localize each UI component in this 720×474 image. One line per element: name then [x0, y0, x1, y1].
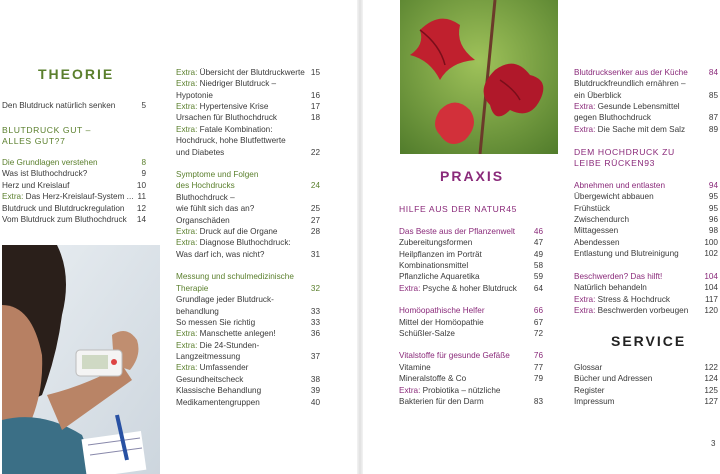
- toc-entry[interactable]: [2, 180, 146, 191]
- toc-entry[interactable]: [176, 226, 320, 237]
- toc-entry-text: Bücher und Adressen: [574, 374, 653, 383]
- toc-entry[interactable]: [2, 168, 146, 179]
- toc-page-number: 104: [704, 272, 718, 281]
- toc-entry-text: Symptome und Folgen: [176, 170, 259, 179]
- toc-entry[interactable]: [176, 169, 320, 180]
- toc-entry-text: des Hochdrucks: [176, 181, 235, 190]
- toc-entry[interactable]: [399, 260, 543, 271]
- toc-entry[interactable]: [574, 157, 718, 169]
- toc-entry[interactable]: [399, 396, 543, 407]
- toc-entry-text: Heilpflanzen im Porträt: [399, 250, 482, 259]
- toc-page-number: 93: [644, 158, 656, 168]
- toc-page-number: 72: [533, 329, 543, 338]
- toc-page-number: 37: [310, 352, 320, 361]
- toc-column-2: [176, 0, 320, 474]
- toc-entry-text: Das Beste aus der Pflanzenwelt: [399, 227, 516, 236]
- toc-entry-text: Beschwerden? Das hilft!: [574, 272, 663, 281]
- toc-entry-text: So messen Sie richtig: [176, 318, 256, 327]
- toc-page-number: 95: [708, 192, 718, 201]
- toc-page-number: 58: [533, 261, 543, 270]
- theorie-title: THEORIE: [38, 66, 115, 82]
- toc-entry-text: Umfassender: [197, 363, 249, 372]
- toc-entry-text: Beschwerden vorbeugen: [595, 306, 689, 315]
- toc-entry[interactable]: [574, 237, 718, 248]
- extra-label: Extra:: [574, 102, 596, 111]
- toc-page-number: 83: [533, 397, 543, 406]
- toc-entry[interactable]: [2, 157, 146, 168]
- toc-entry[interactable]: [574, 396, 718, 407]
- toc-page-number: 67: [533, 318, 543, 327]
- extra-label: Extra:: [176, 227, 198, 236]
- toc-entry[interactable]: [176, 328, 320, 339]
- toc-page-number: 38: [310, 375, 320, 384]
- toc-entry-text: Vitamine: [399, 363, 431, 372]
- toc-entry[interactable]: [2, 100, 146, 111]
- toc-page-number: 11: [137, 192, 146, 201]
- toc-entry-text: Organschäden: [176, 216, 230, 225]
- toc-entry-text: HILFE AUS DER NATUR: [399, 204, 507, 214]
- toc-entry-text: Grundlage jeder Blutdruck-: [176, 295, 274, 304]
- toc-page-number: 12: [136, 204, 146, 213]
- extra-label: Extra:: [176, 363, 198, 372]
- toc-entry-text: Natürlich behandeln: [574, 283, 647, 292]
- toc-entry-text: Das Herz-Kreislauf-System ...: [23, 192, 134, 201]
- toc-entry-text: Hypertensive Krise: [197, 102, 269, 111]
- toc-page-number: 102: [704, 249, 718, 258]
- toc-entry-text: Was ist Bluthochdruck?: [2, 169, 88, 178]
- toc-entry-text: Mittel der Homöopathie: [399, 318, 484, 327]
- toc-entry[interactable]: [176, 67, 320, 78]
- toc-entry-text: Mineralstoffe & Co: [399, 374, 467, 383]
- toc-entry[interactable]: [176, 90, 320, 101]
- toc-entry-text: Mittagessen: [574, 226, 619, 235]
- toc-page-number: 59: [533, 272, 543, 281]
- toc-page-number: 76: [533, 351, 543, 360]
- toc-entry-text: BLUTDRUCK GUT –: [2, 125, 92, 135]
- toc-entry[interactable]: [176, 112, 320, 123]
- toc-entry[interactable]: [176, 237, 320, 248]
- toc-entry-text: Therapie: [176, 284, 209, 293]
- toc-entry-text: Hypotonie: [176, 91, 213, 100]
- toc-entry-text: Hochdruck, hohe Blutfettwerte: [176, 136, 286, 145]
- toc-entry[interactable]: [574, 225, 718, 236]
- toc-entry[interactable]: [574, 271, 718, 282]
- toc-entry-text: Bakterien für den Darm: [399, 397, 484, 406]
- toc-page-number: 89: [708, 125, 718, 134]
- extra-label: Extra:: [176, 79, 198, 88]
- blood-pressure-photo: [2, 245, 160, 474]
- toc-entry-text: LEIBE RÜCKEN: [574, 158, 645, 168]
- toc-entry-text: Manschette anlegen!: [197, 329, 276, 338]
- toc-entry[interactable]: [176, 101, 320, 112]
- toc-entry[interactable]: [176, 340, 320, 351]
- extra-label: Extra:: [176, 125, 198, 134]
- extra-label: Extra:: [574, 125, 596, 134]
- toc-page-number: 77: [533, 363, 543, 372]
- toc-page-number: 15: [310, 68, 320, 77]
- toc-page-number: 79: [533, 374, 543, 383]
- toc-entry[interactable]: [176, 306, 320, 317]
- toc-page-number: 33: [310, 307, 320, 316]
- toc-entry[interactable]: [574, 362, 718, 373]
- toc-entry-text: ALLES GUT?: [2, 136, 61, 146]
- toc-entry-text: Was darf ich, was nicht?: [176, 250, 265, 259]
- toc-entry-text: Zubereitungsformen: [399, 238, 473, 247]
- toc-entry-text: Entlastung und Blutreinigung: [574, 249, 679, 258]
- toc-entry-text: Vom Blutdruck zum Bluthochdruck: [2, 215, 127, 224]
- toc-entry-text: Gesunde Lebensmittel: [595, 102, 680, 111]
- toc-page-number: 36: [310, 329, 320, 338]
- page-number: 3: [711, 439, 716, 448]
- toc-entry[interactable]: [176, 249, 320, 260]
- toc-page-number: 28: [310, 227, 320, 236]
- toc-entry-text: Homöopathische Helfer: [399, 306, 485, 315]
- toc-page-number: 85: [708, 91, 718, 100]
- toc-entry[interactable]: [176, 192, 320, 203]
- toc-page-number: 40: [310, 398, 320, 407]
- toc-entry-text: Niedriger Blutdruck –: [197, 79, 277, 88]
- toc-page-number: 122: [704, 363, 718, 372]
- toc-page-number: 22: [310, 148, 320, 157]
- toc-entry-text: Blutdruck und Blutdruckregulation: [2, 204, 125, 213]
- toc-entry[interactable]: [574, 282, 718, 293]
- toc-entry[interactable]: [399, 226, 543, 237]
- toc-entry[interactable]: [574, 124, 718, 135]
- extra-label: Extra:: [176, 238, 198, 247]
- toc-entry-text: Diagnose Bluthochdruck:: [197, 238, 291, 247]
- toc-entry[interactable]: [574, 191, 718, 202]
- toc-entry[interactable]: [176, 135, 320, 146]
- toc-entry-text: DEM HOCHDRUCK ZU: [574, 147, 675, 157]
- toc-entry[interactable]: [176, 283, 320, 294]
- toc-page-number: 7: [60, 136, 66, 146]
- toc-entry[interactable]: [574, 214, 718, 225]
- toc-entry[interactable]: [574, 67, 718, 78]
- toc-entry[interactable]: [399, 305, 543, 316]
- toc-entry-text: Vitalstoffe für gesunde Gefäße: [399, 351, 510, 360]
- toc-entry-text: Stress & Hochdruck: [595, 295, 671, 304]
- extra-label: Extra:: [176, 68, 198, 77]
- toc-entry[interactable]: [176, 78, 320, 89]
- toc-entry[interactable]: [176, 147, 320, 158]
- toc-entry-text: Ursachen für Bluthochdruck: [176, 113, 278, 122]
- toc-entry-text: Blutdrucksenker aus der Küche: [574, 68, 688, 77]
- toc-entry-text: Schüßler-Salze: [399, 329, 455, 338]
- extra-label: Extra:: [399, 386, 421, 395]
- toc-entry[interactable]: [574, 90, 718, 101]
- toc-entry[interactable]: [574, 385, 718, 396]
- toc-page-number: 95: [708, 204, 718, 213]
- extra-label: Extra:: [2, 192, 24, 201]
- toc-entry-text: Psyche & hoher Blutdruck: [420, 284, 517, 293]
- toc-entry[interactable]: [176, 215, 320, 226]
- extra-label: Extra:: [176, 329, 198, 338]
- toc-page-number: 87: [708, 113, 718, 122]
- toc-page-number: 64: [533, 284, 543, 293]
- toc-entry-text: ein Überblick: [574, 91, 622, 100]
- toc-entry[interactable]: [176, 385, 320, 396]
- toc-entry-text: Druck auf die Organe: [197, 227, 278, 236]
- toc-page-number: 104: [704, 283, 718, 292]
- toc-entry[interactable]: [399, 203, 543, 215]
- toc-entry[interactable]: [574, 180, 718, 191]
- toc-entry[interactable]: [176, 180, 320, 191]
- toc-entry[interactable]: [176, 317, 320, 328]
- toc-entry[interactable]: [176, 374, 320, 385]
- toc-entry[interactable]: [399, 328, 543, 339]
- toc-entry-text: Abnehmen und entlasten: [574, 181, 666, 190]
- toc-entry[interactable]: [399, 283, 543, 294]
- toc-entry-text: Die Grundlagen verstehen: [2, 158, 98, 167]
- toc-entry[interactable]: [574, 203, 718, 214]
- toc-page-number: 84: [708, 68, 718, 77]
- toc-entry[interactable]: [574, 78, 718, 89]
- toc-page-number: 14: [136, 215, 146, 224]
- toc-entry[interactable]: [574, 305, 718, 316]
- toc-entry-text: Bluthochdruck –: [176, 193, 235, 202]
- toc-entry[interactable]: [176, 294, 320, 305]
- toc-entry[interactable]: [176, 397, 320, 408]
- toc-page-number: 16: [310, 91, 320, 100]
- toc-entry[interactable]: [176, 271, 320, 282]
- toc-entry-text: Klassische Behandlung: [176, 386, 262, 395]
- toc-entry[interactable]: [176, 124, 320, 135]
- toc-entry[interactable]: [399, 237, 543, 248]
- toc-entry-text: behandlung: [176, 307, 219, 316]
- toc-page-number: 47: [533, 238, 543, 247]
- toc-entry-text: Frühstück: [574, 204, 610, 213]
- toc-entry-text: Impressum: [574, 397, 615, 406]
- toc-page-number: 27: [310, 216, 320, 225]
- toc-page-number: 125: [704, 386, 718, 395]
- toc-entry[interactable]: [2, 203, 146, 214]
- toc-page-number: 17: [310, 102, 320, 111]
- toc-entry-text: Medikamentengruppen: [176, 398, 260, 407]
- toc-entry-text: Pflanzliche Aquaretika: [399, 272, 480, 281]
- toc-page-number: 45: [506, 204, 517, 214]
- toc-entry-text: Zwischendurch: [574, 215, 630, 224]
- toc-entry-text: Herz und Kreislauf: [2, 181, 70, 190]
- toc-entry-text: Abendessen: [574, 238, 620, 247]
- toc-entry-text: Übersicht der Blutdruckwerte: [197, 68, 305, 77]
- toc-entry[interactable]: [574, 294, 718, 305]
- toc-page-number: 46: [533, 227, 543, 236]
- toc-entry[interactable]: [399, 317, 543, 328]
- toc-entry[interactable]: [574, 373, 718, 384]
- toc-entry-text: Gesundheitscheck: [176, 375, 244, 384]
- toc-entry-text: Kombinationsmittel: [399, 261, 469, 270]
- toc-page-number: 120: [704, 306, 718, 315]
- toc-page-number: 5: [141, 101, 146, 110]
- praxis-title: PRAXIS: [440, 168, 505, 184]
- toc-entry-text: gegen Bluthochdruck: [574, 113, 651, 122]
- toc-entry[interactable]: [399, 249, 543, 260]
- toc-entry[interactable]: [399, 271, 543, 282]
- toc-page-number: 127: [704, 397, 718, 406]
- toc-entry[interactable]: [176, 351, 320, 362]
- toc-column-4: [574, 0, 718, 474]
- toc-entry[interactable]: [176, 203, 320, 214]
- toc-entry-text: wie fühlt sich das an?: [176, 204, 255, 213]
- extra-label: Extra:: [399, 284, 421, 293]
- toc-page-number: 32: [310, 284, 320, 293]
- toc-page-number: 66: [533, 306, 543, 315]
- toc-page-number: 9: [141, 169, 146, 178]
- page-gutter: [357, 0, 363, 474]
- toc-entry-text: Blutdruckfreundlich ernähren –: [574, 79, 686, 88]
- toc-entry[interactable]: [399, 373, 543, 384]
- toc-page-number: 18: [310, 113, 320, 122]
- extra-label: Extra:: [574, 306, 596, 315]
- toc-entry-text: Register: [574, 386, 605, 395]
- toc-page-number: 31: [310, 250, 320, 259]
- toc-entry[interactable]: [574, 101, 718, 112]
- toc-entry[interactable]: [176, 362, 320, 373]
- toc-entry-text: Die 24-Stunden-: [197, 341, 260, 350]
- toc-page-number: 33: [310, 318, 320, 327]
- hibiscus-flower-photo: [400, 0, 558, 154]
- toc-entry-text: und Diabetes: [176, 148, 225, 157]
- toc-page-number: 10: [136, 181, 146, 190]
- toc-entry[interactable]: [2, 214, 146, 225]
- toc-page-number: 124: [704, 374, 718, 383]
- toc-page-number: 49: [533, 250, 543, 259]
- extra-label: Extra:: [176, 341, 198, 350]
- toc-page-number: 39: [310, 386, 320, 395]
- toc-page-number: 8: [141, 158, 146, 167]
- toc-page-number: 96: [708, 215, 718, 224]
- extra-label: Extra:: [176, 102, 198, 111]
- toc-entry[interactable]: [399, 385, 543, 396]
- toc-entry-text: Fatale Kombination:: [197, 125, 273, 134]
- service-title: SERVICE: [611, 333, 687, 349]
- toc-page-number: 117: [704, 295, 718, 304]
- toc-entry[interactable]: [574, 112, 718, 123]
- toc-entry-text: Langzeitmessung: [176, 352, 241, 361]
- toc-entry-text: Übergewicht abbauen: [574, 192, 654, 201]
- toc-entry-text: Probiotika – nützliche: [420, 386, 501, 395]
- toc-page-number: 25: [310, 204, 320, 213]
- toc-entry[interactable]: [2, 135, 146, 147]
- toc-page-number: 94: [708, 181, 718, 190]
- extra-label: Extra:: [574, 295, 596, 304]
- toc-entry-text: Glossar: [574, 363, 603, 372]
- toc-page-number: 24: [310, 181, 320, 190]
- toc-entry[interactable]: [399, 350, 543, 361]
- toc-entry[interactable]: [399, 362, 543, 373]
- toc-entry[interactable]: [2, 191, 146, 202]
- toc-entry-text: Messung und schulmedizinische: [176, 272, 294, 281]
- toc-page-number: 98: [708, 226, 718, 235]
- toc-entry-text: Den Blutdruck natürlich senken: [2, 101, 116, 110]
- toc-page-number: 100: [704, 238, 718, 247]
- toc-entry-text: Die Sache mit dem Salz: [595, 125, 686, 134]
- toc-entry[interactable]: [574, 248, 718, 259]
